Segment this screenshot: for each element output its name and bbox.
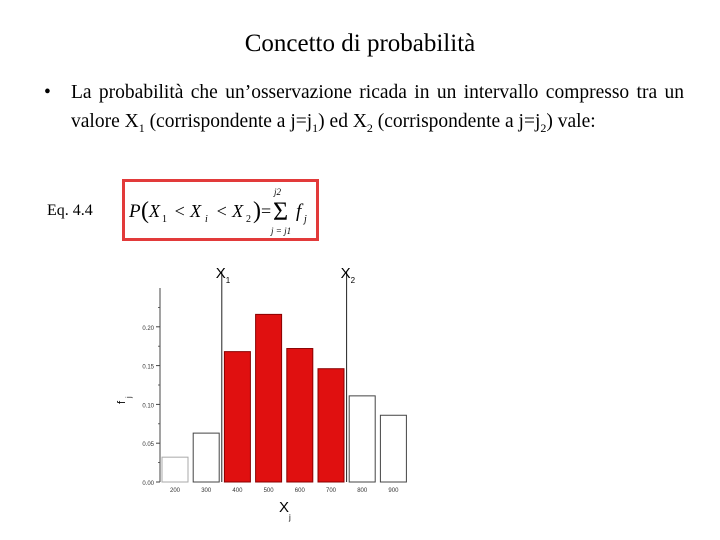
bullet-text-part: (corrispondente a j=j [144,111,313,132]
bar-900 [380,415,406,482]
x-tick-label: 400 [232,488,243,494]
equation-box [122,179,319,241]
equation-open-paren: ( [141,198,149,224]
y-tick-label: 0.05 [142,442,154,449]
x-axis-label: X [279,499,290,516]
y-tick-label: 0.00 [142,481,154,487]
equation-x1: X [149,201,160,221]
histogram-chart [110,258,430,528]
equation-equals: = [261,201,272,221]
bar-600 [287,349,313,482]
bar-700 [318,369,344,482]
marker-label-sub-x2: 2 [350,276,356,285]
equation-sum-upper: j2 [274,187,282,197]
y-axis-label: f [116,400,128,404]
x-tick-label: 800 [357,488,368,494]
equation-close-paren: ) [253,198,261,224]
marker-label-x1: X [215,265,226,282]
equation-sum-lower: j = j1 [271,226,292,236]
equation-term-f: f [296,201,302,222]
bullet-subscript: 2 [366,120,373,135]
bullet-text-part: ) ed X [318,111,367,132]
bullet-text [71,78,684,143]
y-tick-label: 0.20 [142,325,154,332]
bullet-paragraph [44,78,684,143]
x-tick-label: 200 [169,488,181,494]
bullet-subscript: 1 [312,120,319,135]
x-tick-label: 600 [294,488,305,494]
equation-term-sub: j [304,214,307,225]
bar-800 [349,396,375,482]
y-tick-label: 0.15 [142,364,154,371]
equation-xi: < X [169,201,202,221]
equation-xi-sub: i [205,214,208,225]
equation-sum-symbol: Σ [273,197,289,226]
equation-p: P [129,201,141,222]
bullet-mark: • [44,82,51,103]
equation-x2-sub: 2 [246,214,251,225]
bar-300 [193,433,219,482]
y-tick-label: 0.10 [142,403,154,410]
bullet-text-part: (corrispondente a j=j [372,111,541,132]
equation-x2: < X [211,201,244,221]
slide-title: Concetto di probabilità [244,30,476,57]
bar-200 [162,457,188,482]
bullet-subscript: 2 [540,120,547,135]
bullet-text-part: La probabilità che un’osservazione ricada in un intervallo compresso tra un valore X [71,82,684,132]
bullet-text-part: ) vale: [546,111,596,132]
marker-label-sub-x1: 1 [225,276,231,285]
equation-label: Eq. 4.4 [47,202,93,219]
x-tick-label: 900 [388,488,399,494]
x-tick-label: 500 [263,488,274,494]
bar-400 [224,352,250,482]
equation-formula [125,182,316,238]
marker-label-x2: X [340,265,351,282]
equation-x1-sub: 1 [162,214,167,225]
y-axis-label-sub: j [126,396,133,398]
x-tick-label: 300 [201,488,212,494]
bullet-subscript: 1 [138,120,145,135]
x-axis-label-sub: j [289,513,291,522]
x-tick-label: 700 [325,488,337,494]
histogram-svg [110,258,430,528]
bar-500 [256,314,282,482]
